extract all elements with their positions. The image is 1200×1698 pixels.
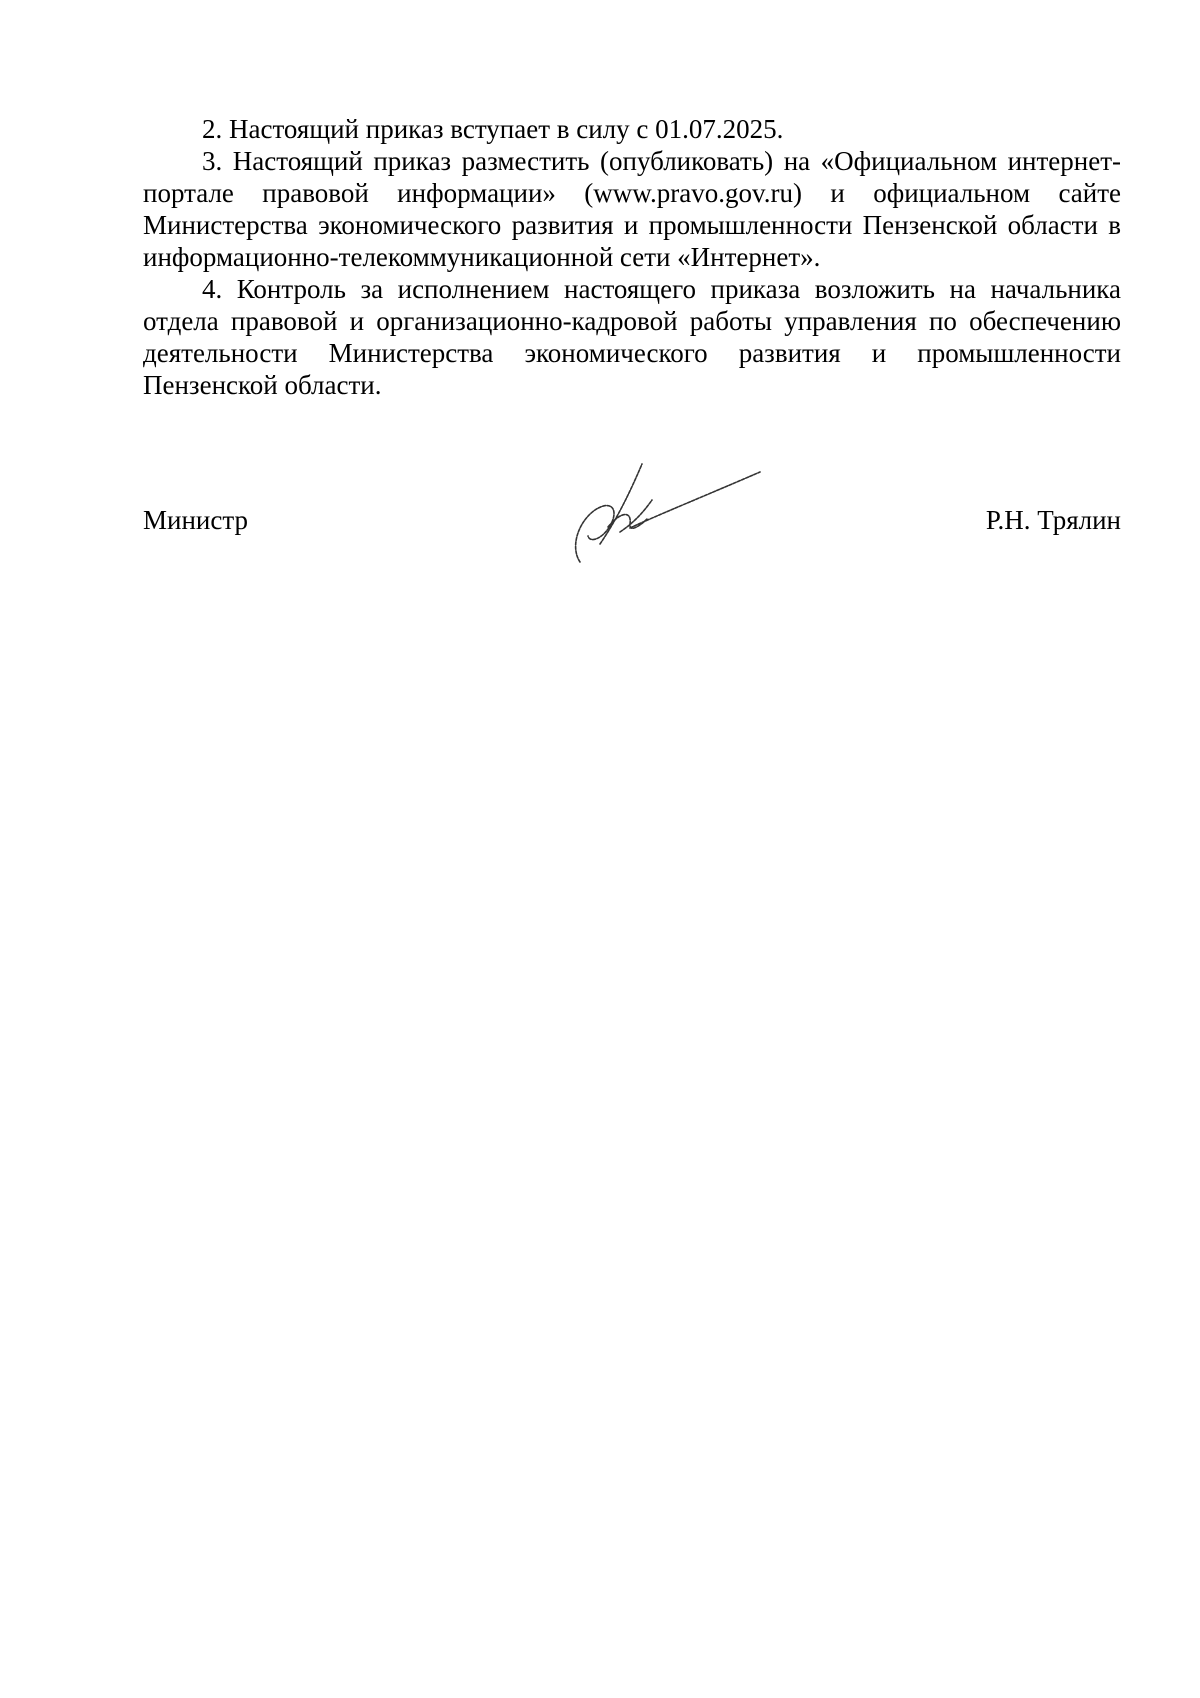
document-body (143, 113, 1121, 401)
signatory-name: Р.Н. Трялин (985, 505, 1121, 535)
paragraph-4: 4. Контроль за исполнением настоящего приказа возложить на начальника отдела правовой и организационно-кадровой работы управления по обеспечению деятельности Министерства экономического развития и промышленности Пензенской области. (143, 274, 1121, 400)
handwritten-signature (560, 452, 780, 572)
paragraph-2: 2. Настоящий приказ вступает в силу с 01.07.2025. (202, 114, 784, 144)
paragraph-3: 3. Настоящий приказ разместить (опубликовать) на «Официальном интернет-портале правовой информации» (www.pravo.gov.ru) и официальном сайте Министерства экономического развития и промышленности Пензенской области в информационно-телекоммуникационной сети «Интернет». (143, 146, 1121, 272)
signatory-position: Министр (143, 505, 248, 535)
